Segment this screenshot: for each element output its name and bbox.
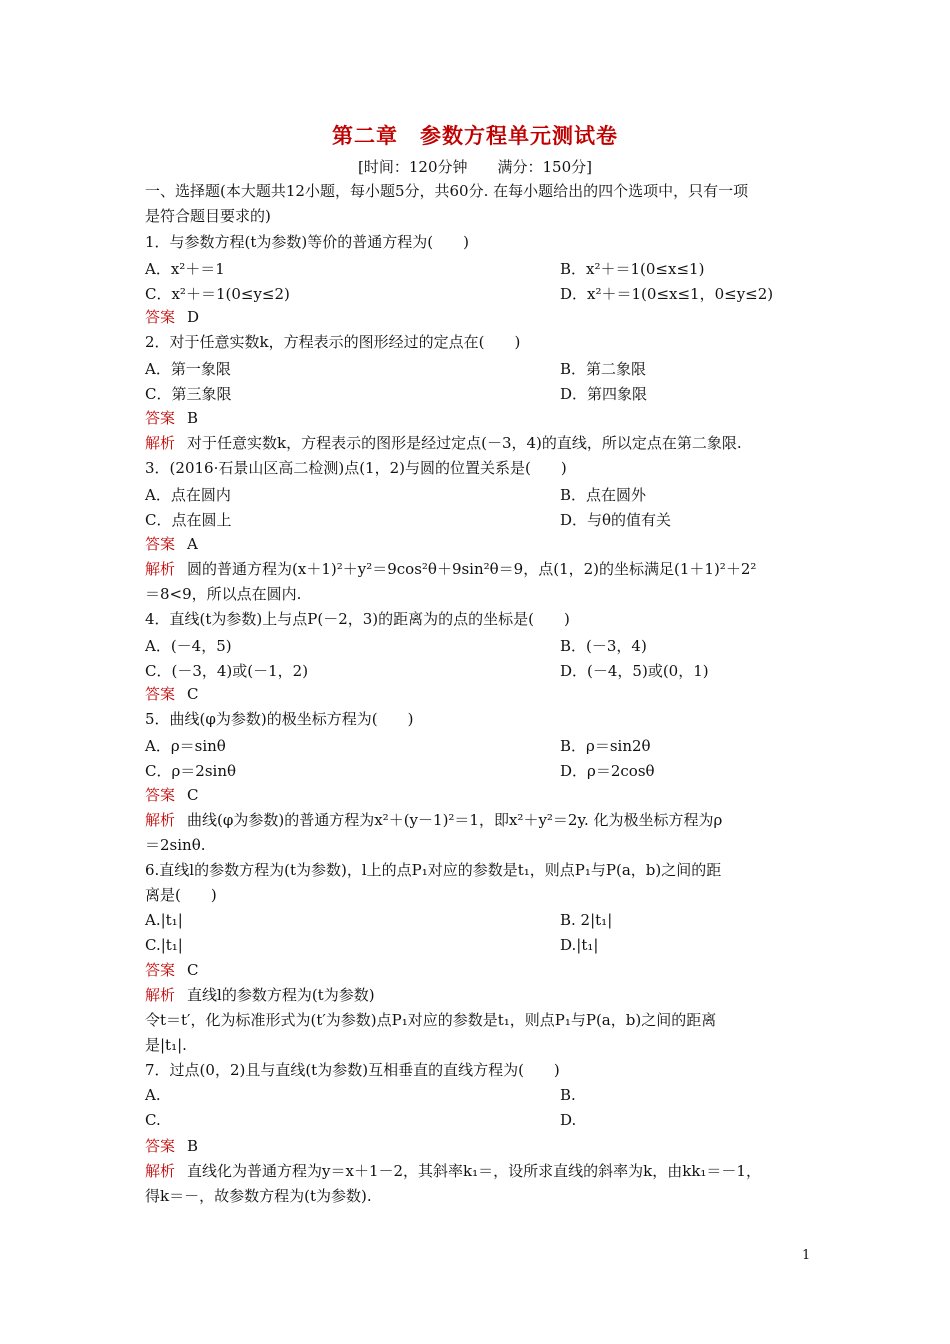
explanation-label: 解析 [145, 986, 176, 1004]
q4-option-d: D．(－4，5)或(0，1) [560, 662, 709, 680]
q6-option-a: A.|t₁| [145, 911, 183, 929]
q2-answer [145, 407, 198, 429]
explanation-label: 解析 [145, 1162, 176, 1180]
q3-option-c: C．点在圆上 [145, 511, 232, 529]
answer-value: C [187, 961, 199, 979]
q1-option-a: A．x²＋＝1 [145, 260, 225, 278]
q4-option-a: A．(－4，5) [145, 637, 232, 655]
q6-explanation-line3: 是|t₁|. [145, 1036, 187, 1054]
q5-option-c: C．ρ＝2sinθ [145, 762, 237, 780]
q6-answer [145, 959, 199, 981]
q2-option-d: D．第四象限 [560, 385, 648, 403]
q5-option-a: A．ρ＝sinθ [145, 737, 226, 755]
answer-value: B [187, 1137, 199, 1155]
answer-label: 答案 [145, 535, 176, 553]
section-heading-line1: 一、选择题(本大题共12小题，每小题5分，共60分. 在每小题给出的四个选项中，只有一项 [145, 182, 749, 200]
q3-option-b: B．点在圆外 [560, 486, 647, 504]
q7-answer [145, 1135, 198, 1157]
answer-label: 答案 [145, 409, 176, 427]
q4-option-b: B．(－3，4) [560, 637, 647, 655]
q5-explanation-line2: ＝2sinθ. [145, 836, 206, 854]
answer-label: 答案 [145, 786, 176, 804]
q1-option-b: B．x²＋＝1(0≤x≤1) [560, 260, 705, 278]
answer-label: 答案 [145, 685, 176, 703]
q1-option-d: D．x²＋＝1(0≤x≤1，0≤y≤2) [560, 285, 774, 303]
explanation-text: 曲线(φ为参数)的普通方程为x²＋(y－1)²＝1，即x²＋y²＝2y. 化为极坐标方程为ρ [187, 811, 723, 829]
q7-explanation [145, 1160, 761, 1182]
q2-explanation [145, 432, 742, 454]
q6-stem-line2: 离是( ) [145, 886, 217, 904]
explanation-text: 直线化为普通方程为y＝x＋1－2，其斜率k₁＝，设所求直线的斜率为k，由kk₁＝－1， [187, 1162, 761, 1180]
q3-option-d: D．与θ的值有关 [560, 511, 672, 529]
q1-stem: 1．与参数方程(t为参数)等价的普通方程为( ) [145, 233, 469, 251]
page-number: 1 [802, 1248, 811, 1263]
explanation-label: 解析 [145, 811, 176, 829]
q5-answer [145, 784, 199, 806]
answer-value: A [187, 535, 198, 553]
q5-option-b: B．ρ＝sin2θ [560, 737, 651, 755]
explanation-text: 对于任意实数k，方程表示的图形是经过定点(－3，4)的直线，所以定点在第二象限. [187, 434, 742, 452]
q4-option-c: C．(－3，4)或(－1，2) [145, 662, 309, 680]
q5-stem: 5．曲线(φ为参数)的极坐标方程为( ) [145, 710, 414, 728]
q2-stem: 2．对于任意实数k，方程表示的图形经过的定点在( ) [145, 333, 521, 351]
answer-value: C [187, 786, 199, 804]
answer-label: 答案 [145, 1137, 176, 1155]
answer-value: B [187, 409, 199, 427]
answer-value: D [187, 308, 200, 326]
q7-explanation-line2: 得k＝－，故参数方程为(t为参数). [145, 1187, 372, 1205]
q1-answer [145, 306, 199, 328]
q6-explanation-line2: 令t＝t′，化为标准形式为(t′为参数)点P₁对应的参数是t₁，则点P₁与P(a，b)之间的距离 [145, 1011, 717, 1029]
q3-stem: 3．(2016·石景山区高二检测)点(1，2)与圆的位置关系是( ) [145, 459, 567, 477]
q7-option-a: A. [145, 1086, 161, 1104]
q1-option-c: C．x²＋＝1(0≤y≤2) [145, 285, 290, 303]
q6-option-b: B. 2|t₁| [560, 911, 613, 929]
q2-option-a: A．第一象限 [145, 360, 231, 378]
q7-option-c: C. [145, 1111, 161, 1129]
q3-answer [145, 533, 198, 555]
q6-option-c: C.|t₁| [145, 936, 183, 954]
answer-value: C [187, 685, 199, 703]
q4-stem: 4．直线(t为参数)上与点P(－2，3)的距离为的点的坐标是( ) [145, 610, 570, 628]
explanation-label: 解析 [145, 434, 176, 452]
q7-stem: 7．过点(0，2)且与直线(t为参数)互相垂直的直线方程为( ) [145, 1061, 560, 1079]
q5-explanation [145, 809, 722, 831]
explanation-label: 解析 [145, 560, 176, 578]
page-title: 第二章 参数方程单元测试卷 [332, 123, 618, 148]
explanation-text: 圆的普通方程为(x＋1)²＋y²＝9cos²θ＋9sin²θ＝9，点(1，2)的坐标满足(1＋1)²＋2² [187, 560, 757, 578]
q6-stem: 6.直线l的参数方程为(t为参数)，l上的点P₁对应的参数是t₁，则点P₁与P(a，b)之间的距 [145, 861, 722, 879]
answer-label: 答案 [145, 961, 176, 979]
q2-option-b: B．第二象限 [560, 360, 647, 378]
exam-info: [时间：120分钟 满分：150分] [358, 158, 592, 176]
q3-explanation [145, 558, 756, 580]
q5-option-d: D．ρ＝2cosθ [560, 762, 655, 780]
q7-option-b: B. [560, 1086, 576, 1104]
q6-explanation [145, 984, 375, 1006]
explanation-text: 直线l的参数方程为(t为参数) [187, 986, 375, 1004]
section-heading-line2: 是符合题目要求的) [145, 207, 271, 225]
q2-option-c: C．第三象限 [145, 385, 232, 403]
q7-option-d: D. [560, 1111, 577, 1129]
q3-option-a: A．点在圆内 [145, 486, 231, 504]
answer-label: 答案 [145, 308, 176, 326]
q4-answer [145, 683, 199, 705]
q6-option-d: D.|t₁| [560, 936, 599, 954]
q3-explanation-line2: ＝8<9，所以点在圆内. [145, 585, 302, 603]
